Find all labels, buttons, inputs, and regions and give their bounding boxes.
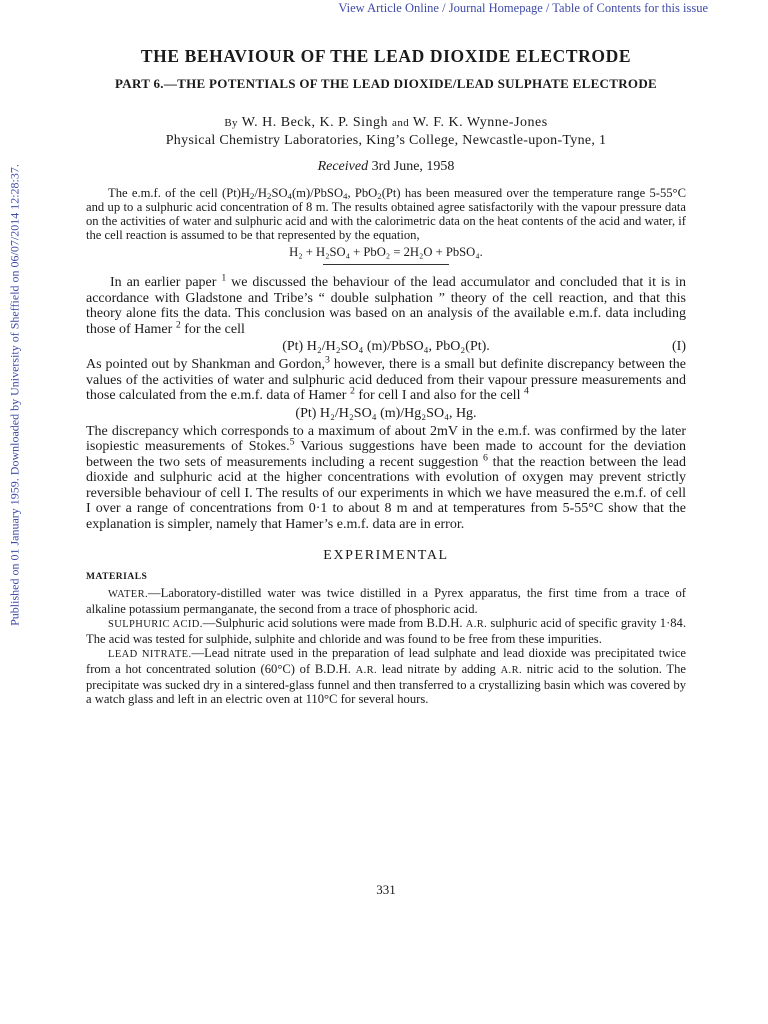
body-text: Various suggestions have been made to account for the deviation between the two sets of measurements including a recent suggestion	[86, 439, 687, 470]
download-watermark-text: Published on 01 January 1959. Downloaded by University of Sheffield on 06/07/2014 12:28:37.	[7, 164, 22, 626]
abstract-text: (Pt) has been measured over the temperature range 5-55°C and up to a sulphuric acid concentration of 8 m. The results obtained agree satisfactorily with the vapour pressure data on the activities of water and sulphuric acid and with the calorimetric data on the heat contents of the acid and water, if the cell reaction is assumed to be that represented by the equation,	[86, 186, 686, 242]
and-word: and	[392, 117, 410, 129]
analytical-reagent-abbrev: A.R.	[465, 619, 488, 630]
analytical-reagent-abbrev: A.R.	[355, 665, 378, 676]
by-word: By	[224, 117, 238, 129]
article-page	[86, 44, 687, 897]
section-heading-experimental: EXPERIMENTAL	[323, 548, 449, 563]
intro-paragraph-2	[86, 354, 687, 404]
body-text: however, there is a small but definite discrepancy between the values of the activities of water and sulphuric acid deduced from their vapour pressure measurements and those calculated from the e.m.f. data of Hamer	[86, 357, 687, 403]
link-separator: /	[438, 1, 449, 15]
abstract-text: The e.m.f. of the cell (Pt)H	[108, 186, 251, 200]
abstract-text: SO	[271, 186, 288, 200]
body-text: lead nitrate by adding	[381, 662, 496, 676]
reference-marker[interactable]: 3	[324, 354, 330, 366]
body-text: —Laboratory-distilled water was twice distilled in a Pyrex apparatus, the first time from a trace of alkaline potassium permanganate, the second from a trace of phosphoric acid.	[86, 586, 686, 616]
equation-cell-one	[86, 339, 686, 355]
received-label: Received	[317, 159, 369, 174]
equation-cell-two	[86, 406, 686, 422]
author-line	[86, 114, 686, 132]
body-text: for the cell	[184, 321, 245, 337]
abstract-text: (m)/PbSO	[291, 186, 344, 200]
body-text: that the reaction between the lead dioxide and sulphuric acid at the higher concentrations with evolution of oxygen may prevent strictly reversible behaviour of cell I. The results of our experiments in which we have measured the e.m.f. of cell I over a range of concentrations from 0·1 to about 8 m and at temperatures from 5-55°C show that the explanation is simpler, namely that Hamer’s e.m.f. data are in error.	[86, 454, 687, 532]
abstract-text: /H	[254, 186, 268, 200]
authors-second: W. F. K. Wynne-Jones	[412, 115, 548, 130]
authors-first: W. H. Beck, K. P. Singh	[241, 115, 389, 130]
body-text: we discussed the behaviour of the lead accumulator and concluded that it is in accordance with Gladstone and Tribe’s “ double sulphation ” theory of the cell reaction, and that this theory alone fits the data. This conclusion was based on an analysis of the available e.m.f. data including those of Hamer	[86, 275, 686, 337]
body-text: for cell I and also for the cell	[358, 388, 521, 403]
download-watermark	[0, 160, 30, 630]
body-text: As pointed out by Shankman and Gordon,	[86, 357, 325, 372]
runin-heading-lead: LEAD NITRATE.	[108, 649, 192, 660]
table-of-contents-link[interactable]: Table of Contents for this issue	[552, 1, 708, 15]
affiliation: Physical Chemistry Laboratories, King’s College, Newcastle-upon-Tyne, 1	[165, 133, 607, 148]
body-text: sulphuric acid of specific gravity 1·84. The acid was tested for sulphide, sulphite and chloride and was found to be free from these impurities.	[86, 616, 686, 646]
received-date-value: 3rd June, 1958	[371, 159, 455, 174]
runin-heading-acid: SULPHURIC ACID.	[108, 619, 203, 630]
materials-acid-paragraph	[86, 616, 686, 646]
abstract-equation: H₂ + H₂SO₄ + PbO₂ = 2H₂O + PbSO₄.	[289, 245, 483, 259]
body-text: nitric acid to the solution. The precipitate was sucked dry in a sintered-glass funnel and then transferred to a crystallizing basin which was covered by a watch glass and left in an electric oven at 110°C for several hours.	[86, 662, 687, 706]
body-text: In an earlier paper	[110, 275, 217, 290]
article-subtitle: PART 6.—THE POTENTIALS OF THE LEAD DIOXIDE/LEAD SULPHATE ELECTRODE	[115, 76, 657, 91]
top-links-bar	[258, 0, 708, 16]
reference-marker[interactable]: 6	[483, 451, 488, 463]
equation-text: (Pt) H₂/H₂SO₄ (m)/PbSO₄, PbO₂(Pt).	[282, 339, 490, 354]
article-title: THE BEHAVIOUR OF THE LEAD DIOXIDE ELECTRODE	[140, 46, 632, 66]
reference-marker[interactable]: 5	[289, 436, 295, 448]
journal-homepage-link[interactable]: Journal Homepage	[448, 1, 543, 15]
body-text: —Lead nitrate used in the preparation of lead sulphate and lead dioxide was precipitated twice from a hot concentrated solution (60°C) of B.D.H.	[86, 646, 687, 676]
divider-rule	[323, 264, 449, 265]
view-article-online-link[interactable]: View Article Online	[338, 1, 439, 15]
intro-paragraph-1	[86, 272, 686, 337]
abstract-text: , PbO	[347, 186, 378, 200]
runin-heading-water: WATER.	[108, 589, 149, 600]
intro-paragraph-3	[86, 424, 686, 533]
page-number: 331	[376, 882, 396, 897]
abstract-paragraph: The e.m.f. of the cell $(Pt)H_2/H_2SO_4(m)/PbSO_4$, PbO$_2$(Pt) has been measured over the temperature range 5-55°C and up to a sulphuric acid concentration of 8 m. The results obtained agree satisfactorily with the vapour pressure data on the activities of water and sulphuric acid and with the calorimetric data on the heat contents of the acid and water, if the cell reaction is assumed to be that represented by the equation,	[86, 186, 686, 242]
reference-marker[interactable]: 2	[349, 385, 355, 397]
body-text: The discrepancy which corresponds to a maximum of about 2mV in the e.m.f. was confirmed by the later isopiestic measurements of Stokes.	[86, 423, 686, 454]
reference-marker[interactable]: 1	[221, 272, 227, 284]
reference-marker[interactable]: 2	[175, 318, 181, 330]
equation-text: (Pt) H₂/H₂SO₄ (m)/Hg₂SO₄, Hg.	[295, 405, 477, 421]
materials-water-paragraph	[86, 586, 686, 616]
body-text: —Sulphuric acid solutions were made from B.D.H.	[202, 616, 463, 630]
analytical-reagent-abbrev: A.R.	[500, 665, 522, 676]
reference-marker[interactable]: 4	[523, 385, 529, 397]
materials-lead-paragraph	[86, 646, 686, 706]
subsection-heading-materials: MATERIALS	[86, 572, 148, 582]
received-date	[86, 158, 686, 176]
equation-number: (I)	[672, 339, 686, 354]
link-separator: /	[542, 1, 553, 15]
